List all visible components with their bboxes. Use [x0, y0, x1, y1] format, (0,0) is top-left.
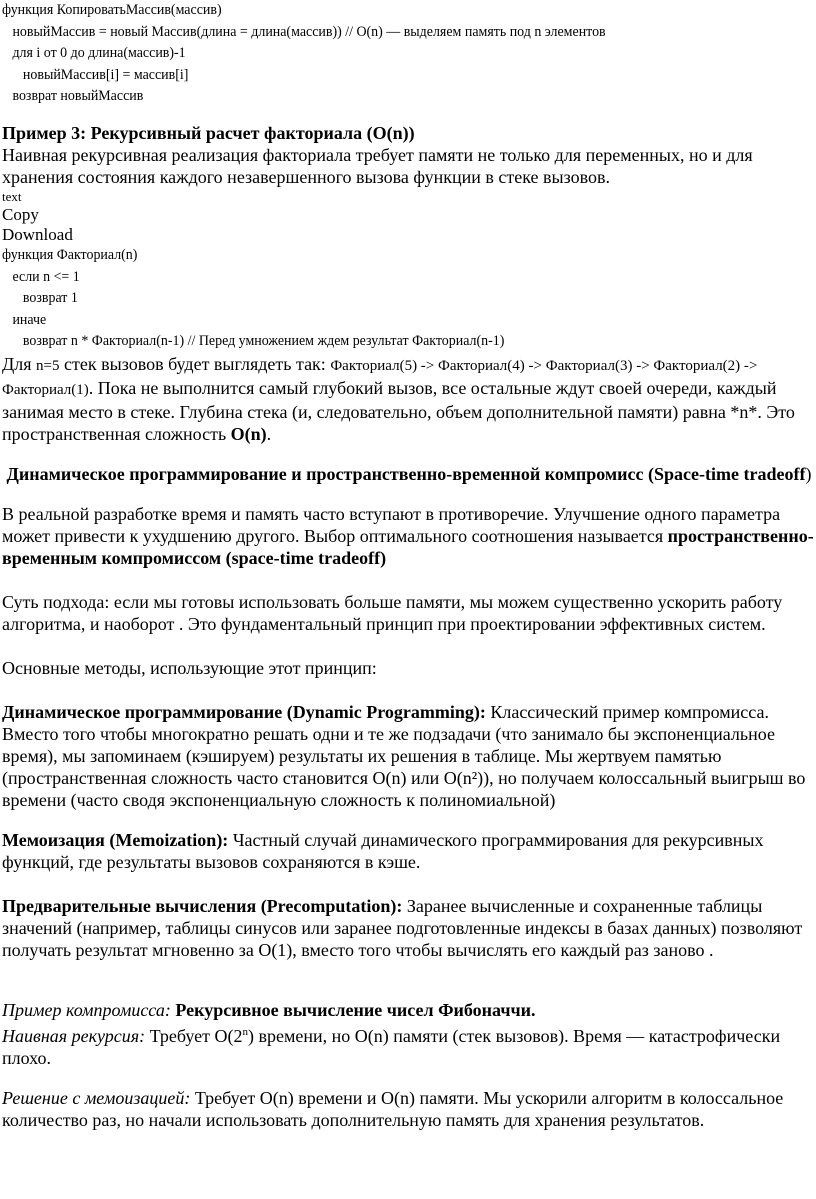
code-line: возврат новыйМассив	[2, 88, 144, 105]
tradeoff-paragraph: В реальной разработке время и память часто вступают в противоречие. Улучшение одного параметра может привести к ухудшению другого. Выбор оптимального соотношения называется пространственно-временным компромиссом (space-time tradeoff)	[2, 503, 814, 568]
code-line: для i от 0 до длина(массив)-1	[2, 45, 186, 62]
download-button[interactable]: Download	[2, 224, 73, 244]
method-memoization: Мемоизация (Memoization): Частный случай динамического программирования для рекурсивных функций, где результаты вызовов сохраняются в кэше.	[2, 829, 764, 872]
code-factorial	[2, 245, 759, 353]
copy-button[interactable]: Copy	[2, 204, 39, 224]
example3-title: Пример 3: Рекурсивный расчет факториала (O(n))	[2, 122, 415, 143]
code-lang-label: text	[2, 188, 22, 204]
approach-paragraph: Суть подхода: если мы готовы использовать больше памяти, мы можем существенно ускорить работу алгоритма, и наоборот . Это фундаментальный принцип при проектировании эффективных систем.	[2, 591, 783, 634]
code-line: функция КопироватьМассив(массив)	[2, 2, 222, 18]
stack-paragraph: Для n=5 стек вызовов будет выглядеть так: Факториал(5) -> Факториал(4) -> Факториал(3) -> Факториал(2) -> Факториал(1). Пока не выполнится самый глубокий вызов, все остальные ждут своей очереди, каждый занимая место в стеке. Глубина стека (и, следовательно, объем дополнительной памяти) равна *n*. Это пространственная сложность O(n).	[2, 353, 795, 444]
section-heading: Динамическое программирование и пространственно-временной компромисс (Space-time tradeoff)	[6, 463, 812, 484]
fib-memo: Решение с мемоизацией: Требует O(n) времени и O(n) памяти. Мы ускорили алгоритм в колоссальное количество раз, но начали использовать дополнительную память для хранения результатов.	[2, 1087, 784, 1130]
code-line: если n <= 1	[2, 268, 80, 285]
method-precomputation: Предварительные вычисления (Precomputation): Заранее вычисленные и сохраненные таблицы значений (например, таблицы синусов или заранее подготовленные индексы в базах данных) позволяют получать результат мгновенно за O(1), вместо того чтобы вычислять его каждый раз заново .	[2, 895, 803, 960]
code-line: иначе	[2, 311, 47, 328]
example3-text: Наивная рекурсивная реализация факториала требует памяти не только для переменных, но и для хранения состояния каждого незавершенного вызова функции в стеке вызовов.	[2, 144, 753, 187]
fib-naive: Наивная рекурсия: Требует O(2$^n$) времени, но O(n) памяти (стек вызовов). Время — катастрофически плохо.	[2, 1025, 781, 1068]
method-dp: Динамическое программирование (Dynamic Programming): Классический пример компромисса. Вместо того чтобы многократно решать одни и те же подзадачи (что занимало бы экспоненциальное время), мы запоминаем (кэшируем) результаты их решения в таблице. Мы жертвуем памятью (пространственная сложность часто становится O(n) или O(n²)), но получаем колоссальный выигрыш во времени (часто сводя экспоненциальную сложность к полиномиальной)	[2, 701, 806, 810]
code-line: возврат 1	[2, 290, 78, 307]
code-line: возврат n * Факториал(n-1) // Перед умножением ждем результат Факториал(n-1)	[2, 333, 505, 350]
methods-intro: Основные методы, использующие этот принцип:	[2, 657, 377, 678]
code-line: функция Факториал(n)	[2, 246, 138, 263]
code-copy-array	[2, 0, 759, 108]
code-line: новыйМассив[i] = массив[i]	[2, 66, 189, 83]
fib-example-title: Пример компромисса: Рекурсивное вычисление чисел Фибоначчи.	[2, 999, 536, 1020]
code-line: новыйМассив = новый Массив(длина = длина(массив)) // O(n) — выделяем память под n элементов	[2, 23, 606, 40]
